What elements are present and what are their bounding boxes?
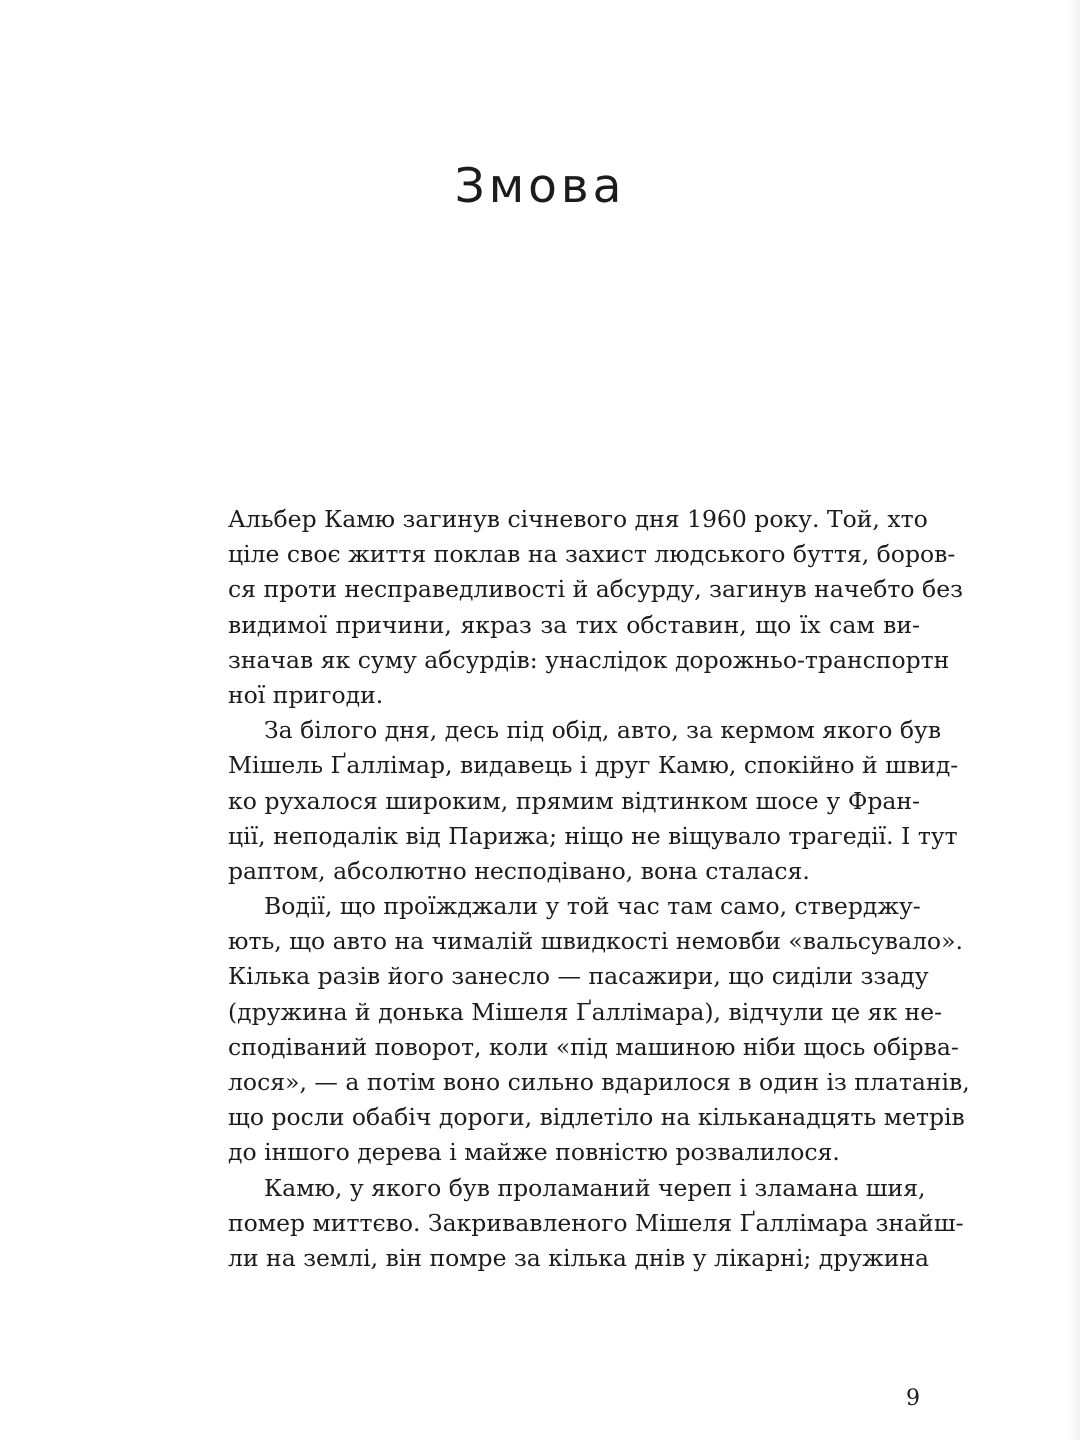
text-line: значав як суму абсурдів: унаслідок дорожньо-транспортн [228,645,950,674]
text-line: Камю, у якого був проламаний череп і зламана шия, [264,1173,926,1202]
paragraph [228,1171,964,1277]
text-line: до іншого дерева і майже повністю розвалилося. [228,1138,840,1167]
text-line: ко рухалося широким, прямим відтинком шосе у Фран- [228,786,920,815]
text-line: сподіваний поворот, коли «під машиною ніби щось обірва- [228,1032,959,1061]
page-number: 9 [906,1386,920,1411]
text-line: що росли обабіч дороги, відлетіло на кільканадцять метрів [228,1103,965,1132]
paragraph [228,889,970,1171]
text-line: ся проти несправедливості й абсурду, загинув начебто без [228,575,963,604]
text-line: Кілька разів його занесло — пасажири, що сиділи ззаду [228,962,929,991]
text-line: За білого дня, десь під обід, авто, за кермом якого був [264,716,942,745]
text-line: ють, що авто на чималій швидкості немовби «вальсувало». [228,927,963,956]
paragraph [228,502,963,713]
body-text [228,502,970,1276]
text-line: раптом, абсолютно несподівано, вона сталася. [228,856,810,885]
chapter-title: Змова [454,159,626,214]
text-line: ціле своє життя поклав на захист людського буття, боров- [228,540,956,569]
text-line: (дружина й донька Мішеля Ґаллімара), відчули це як не- [228,997,943,1026]
text-line: ли на землі, він помре за кілька днів у лікарні; дружина [228,1243,930,1272]
text-line: Водії, що проїжджали у той час там само, стверджу- [264,892,921,921]
text-line: Альбер Камю загинув січневого дня 1960 року. Той, хто [228,505,928,533]
text-line: ції, неподалік від Парижа; ніщо не віщувало трагедії. І тут [228,821,958,850]
text-line: Мішель Ґаллімар, видавець і друг Камю, спокійно й швид- [228,751,959,780]
paragraph [228,713,959,889]
text-line: видимої причини, якраз за тих обставин, що їх сам ви- [228,610,920,639]
text-line: лося», — а потім воно сильно вдарилося в один із платанів, [228,1068,970,1096]
text-line: ної пригоди. [228,680,384,709]
text-line: помер миттєво. Закривавленого Мішеля Ґаллімара знайш- [228,1208,964,1237]
